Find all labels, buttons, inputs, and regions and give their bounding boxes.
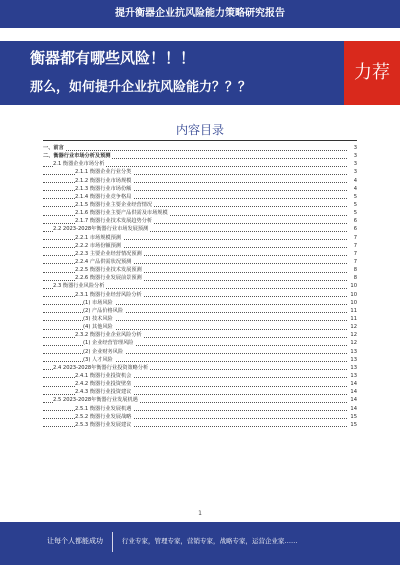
- footer-divider: [112, 532, 113, 552]
- toc-entry-title: 2.1.1 衡器企业行业分类: [75, 169, 132, 176]
- toc-entry-title: (3) 人才风险: [83, 356, 113, 363]
- footer-slogan: 让每个人都能成功: [47, 537, 103, 545]
- toc-entry-title: 2.4.3 衡器行业投资建议: [75, 389, 132, 396]
- toc-entry-page: 13: [350, 364, 357, 371]
- toc-entry-title: 二、衡器行业市场分析及预测: [43, 153, 111, 160]
- toc-entry-page: 3: [353, 145, 357, 151]
- toc-entry[interactable]: [43, 405, 357, 413]
- toc-entry-page: 13: [350, 372, 357, 379]
- toc-entry[interactable]: [43, 307, 357, 315]
- recommend-badge: 力荐: [344, 41, 400, 105]
- toc-entry[interactable]: [43, 339, 357, 347]
- toc-entry-page: 3: [353, 153, 357, 160]
- toc-entry[interactable]: [43, 177, 357, 185]
- toc-entry-title: 2.1.6 衡器行业主要产品供需及市场规模: [75, 210, 168, 217]
- toc-entry[interactable]: [43, 225, 357, 233]
- page-number: 1: [198, 510, 202, 517]
- toc-entry-page: 3: [353, 161, 357, 168]
- banner-headline: 衡器都有哪些风险！！！: [30, 49, 196, 67]
- toc-entry-page: 15: [350, 421, 357, 428]
- footer: [0, 522, 400, 565]
- toc-entry-page: 7: [353, 250, 357, 257]
- toc-entry-page: 8: [353, 275, 357, 282]
- toc-entry[interactable]: [43, 258, 357, 266]
- table-of-contents: [43, 144, 357, 429]
- toc-entry[interactable]: [43, 372, 357, 380]
- toc-entry[interactable]: [43, 266, 357, 274]
- banner: [0, 41, 400, 105]
- banner-subheadline: 那么，如何提升企业抗风险能力？？？: [30, 80, 252, 95]
- toc-entry-title: 2.3 衡器行业风险分析: [53, 283, 105, 290]
- toc-entry-page: 10: [350, 283, 357, 290]
- toc-entry-page: 14: [350, 389, 357, 396]
- toc-entry-title: 2.1 衡器企业市场分析: [53, 161, 105, 168]
- toc-entry-title: (2) 企业财务风险: [83, 348, 124, 355]
- toc-entry-title: (1) 企业经营管理风险: [83, 340, 134, 347]
- toc-entry-page: 15: [350, 413, 357, 420]
- toc-entry-page: 14: [350, 405, 357, 412]
- toc-entry[interactable]: [43, 348, 357, 356]
- toc-title: 内容目录: [175, 123, 224, 137]
- toc-entry[interactable]: [43, 185, 357, 193]
- toc-entry-page: 10: [350, 291, 357, 298]
- toc-entry-page: 3: [353, 169, 357, 176]
- toc-entry-title: 2.2.1 市场规模预测: [75, 234, 121, 241]
- toc-entry-title: 2.4.1 衡器行业投资机会: [75, 372, 132, 379]
- toc-entry[interactable]: [43, 331, 357, 339]
- toc-entry-page: 11: [350, 315, 357, 322]
- toc-divider: [43, 140, 357, 141]
- toc-entry-title: 2.2 2023-2028年衡器行业市场发展预测: [53, 226, 149, 233]
- toc-entry-title: 2.5.3 衡器行业发展建议: [75, 421, 132, 428]
- toc-entry-title: 2.4 2023-2028年衡器行业投资策略分析: [53, 364, 149, 371]
- toc-entry[interactable]: [43, 168, 357, 176]
- footer-roles: 行业专家，管理专家，营销专家，战略专家，运营企业家……: [122, 537, 298, 545]
- toc-entry-page: 13: [350, 348, 357, 355]
- toc-entry-page: 7: [353, 234, 357, 241]
- toc-entry-title: (2) 产品价格风险: [83, 307, 124, 314]
- toc-entry-title: 2.1.4 衡器行业竞争格局: [75, 193, 132, 200]
- toc-entry-title: 2.5.1 衡器行业发展机遇: [75, 405, 132, 412]
- toc-entry-page: 12: [350, 340, 357, 347]
- toc-entry[interactable]: [43, 356, 357, 364]
- toc-entry-page: 12: [350, 332, 357, 339]
- toc-entry[interactable]: [43, 250, 357, 258]
- toc-entry-page: 4: [353, 177, 357, 184]
- toc-entry[interactable]: [43, 217, 357, 225]
- toc-entry[interactable]: [43, 160, 357, 168]
- toc-entry-page: 5: [353, 210, 357, 217]
- toc-entry[interactable]: [43, 323, 357, 331]
- toc-entry[interactable]: [43, 388, 357, 396]
- toc-entry-title: 2.2.2 市场份额预测: [75, 242, 121, 249]
- toc-entry-title: (1) 市场风险: [83, 299, 113, 306]
- toc-entry-title: 2.2.6 衡器行业发展前景预测: [75, 275, 142, 282]
- toc-leader-dots: [43, 150, 347, 151]
- toc-entry-page: 6: [353, 218, 357, 225]
- toc-entry-page: 10: [350, 299, 357, 306]
- toc-entry[interactable]: [43, 396, 357, 404]
- toc-entry[interactable]: [43, 291, 357, 299]
- toc-entry[interactable]: [43, 413, 357, 421]
- toc-entry[interactable]: [43, 242, 357, 250]
- toc-entry-page: 14: [350, 397, 357, 404]
- toc-entry-title: 2.2.3 主要企业经营情况预测: [75, 250, 142, 257]
- toc-entry-page: 12: [350, 324, 357, 331]
- toc-entry-title: 2.3.1 衡器行业经营风险分析: [75, 291, 142, 298]
- toc-entry-page: 7: [353, 258, 357, 265]
- toc-entry[interactable]: [43, 274, 357, 282]
- toc-entry-page: 5: [353, 193, 357, 200]
- toc-entry[interactable]: [43, 282, 357, 290]
- toc-entry-title: 2.3.2 衡器行业企业风险分析: [75, 332, 142, 339]
- document-header: 提升衡器企业抗风险能力策略研究报告: [0, 0, 400, 28]
- toc-entry-page: 7: [353, 242, 357, 249]
- toc-entry-title: 2.4.2 衡器行业投资壁垒: [75, 381, 132, 388]
- toc-entry-title: 一、前言: [43, 145, 64, 151]
- toc-entry[interactable]: [43, 234, 357, 242]
- toc-entry-title: 2.1.7 衡器行业技术发展趋势分析: [75, 218, 153, 225]
- toc-entry[interactable]: [43, 299, 357, 307]
- toc-entry-title: 2.1.5 衡器行业主要企业经营情况: [75, 201, 153, 208]
- toc-entry-page: 4: [353, 185, 357, 192]
- toc-entry[interactable]: [43, 315, 357, 323]
- toc-entry-title: 2.2.5 衡器行业技术发展预测: [75, 267, 142, 274]
- toc-entry-page: 5: [353, 201, 357, 208]
- toc-entry[interactable]: [43, 201, 357, 209]
- toc-entry-title: (3) 技术风险: [83, 315, 113, 322]
- toc-entry[interactable]: [43, 380, 357, 388]
- toc-entry-page: 8: [353, 267, 357, 274]
- toc-entry-page: 6: [353, 226, 357, 233]
- toc-entry-title: (4) 其他风险: [83, 324, 113, 331]
- toc-entry[interactable]: [43, 209, 357, 217]
- toc-entry[interactable]: [43, 144, 357, 152]
- toc-entry[interactable]: [43, 421, 357, 429]
- toc-entry[interactable]: [43, 152, 357, 160]
- toc-entry-page: 14: [350, 381, 357, 388]
- toc-entry-title: 2.1.3 衡器行业市场份额: [75, 185, 132, 192]
- toc-entry-page: 13: [350, 356, 357, 363]
- toc-entry-title: 2.5.2 衡器行业发展战略: [75, 413, 132, 420]
- toc-entry[interactable]: [43, 364, 357, 372]
- toc-entry-title: 2.2.4 产品供需状况预测: [75, 258, 132, 265]
- toc-entry-page: 11: [350, 307, 357, 314]
- toc-entry-title: 2.5 2023-2028年衡器行业发展机遇: [53, 397, 138, 404]
- toc-entry[interactable]: [43, 193, 357, 201]
- toc-entry-title: 2.1.2 衡器行业市场规模: [75, 177, 132, 184]
